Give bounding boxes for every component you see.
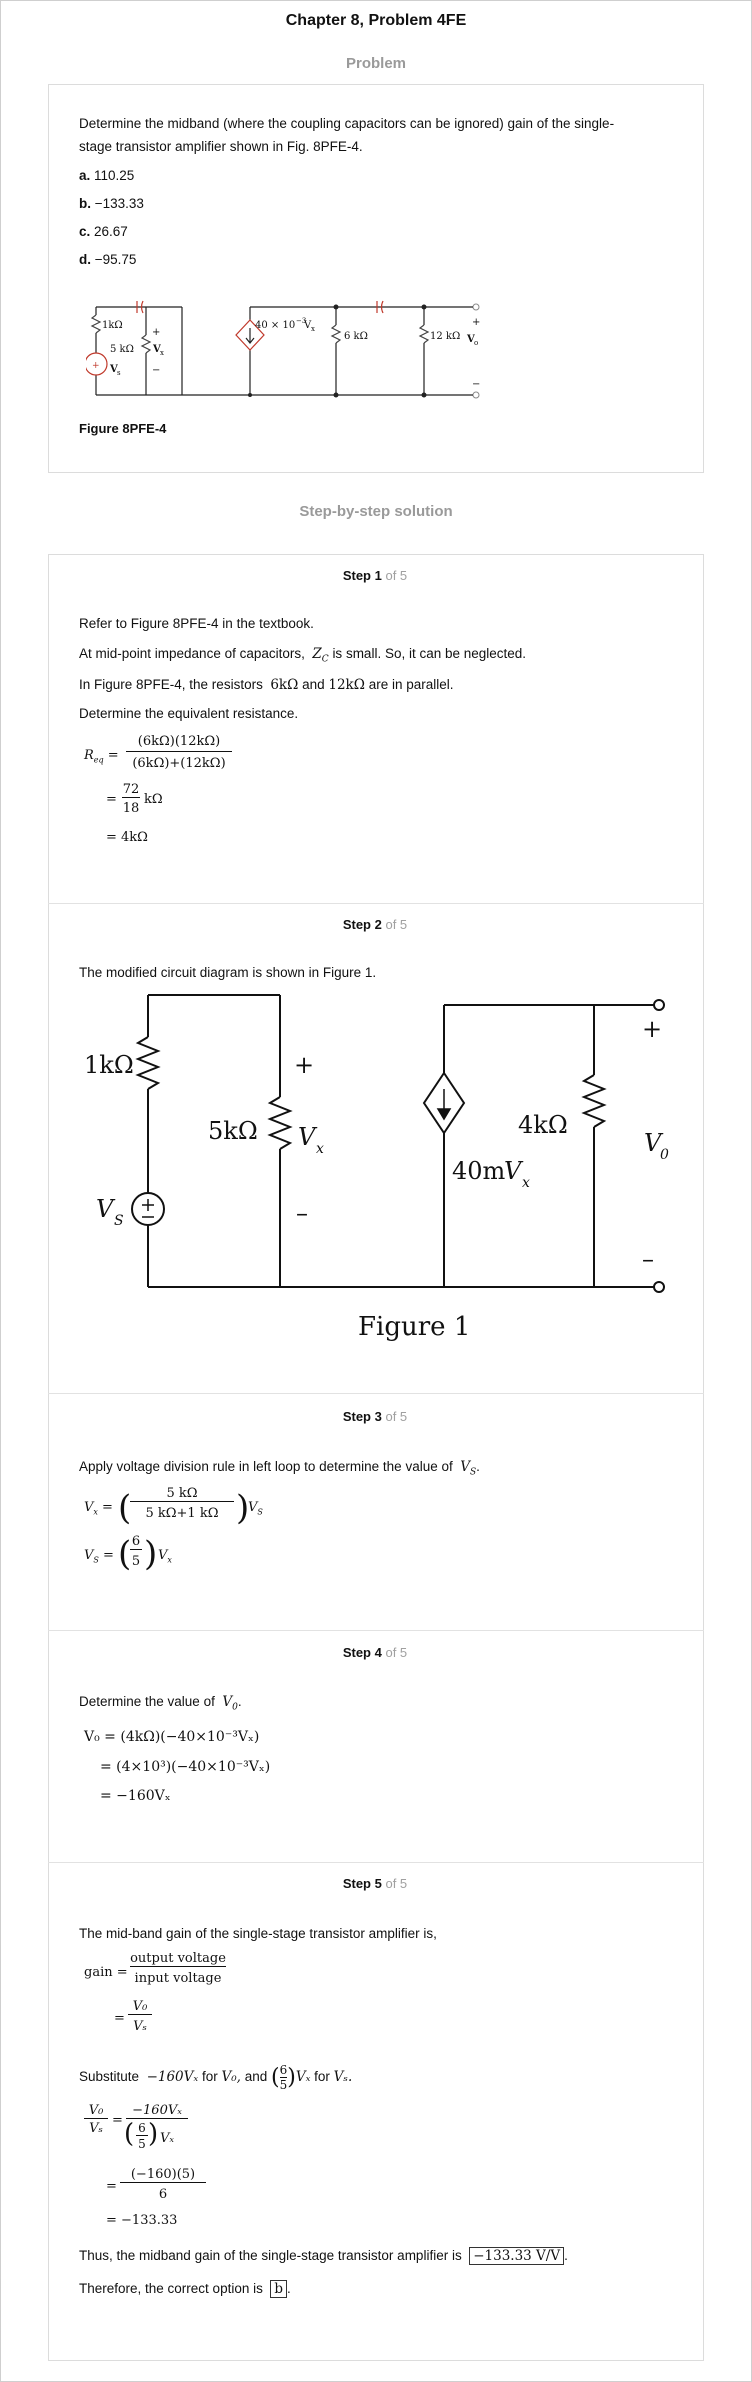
correct-option-box: b: [270, 2280, 287, 2298]
step-divider: [48, 1393, 704, 1394]
step-1-line-1: Refer to Figure 8PFE-4 in the textbook.: [79, 616, 314, 631]
fig-r1-label: 1kΩ: [102, 320, 123, 331]
fig-vx-plus: +: [152, 327, 161, 338]
fig1-src-label: 40m: [452, 1157, 506, 1185]
option-c[interactable]: c. 26.67: [79, 224, 128, 239]
step-5-gain-equation: gain = output voltage input voltage = V₀ Vₛ: [84, 1951, 226, 2034]
page-title: Chapter 8, Problem 4FE: [285, 12, 467, 29]
fig-vo-sub: o: [474, 339, 479, 347]
fig-vx-sub: x: [160, 349, 164, 357]
fig-vo-plus: +: [472, 317, 481, 328]
fig1-caption: Figure 1: [358, 1312, 471, 1342]
answer-box: −133.33 V/V: [469, 2247, 564, 2265]
fig1-vo-label: V: [644, 1129, 662, 1157]
fig-src-sub: x: [311, 325, 315, 333]
step-5-line-1: The mid-band gain of the single-stage transistor amplifier is,: [79, 1926, 437, 1941]
fig-r2-label: 5 kΩ: [110, 344, 134, 355]
fig1-r2-label: 5kΩ: [208, 1117, 258, 1145]
step-divider: [48, 1630, 704, 1631]
vs-source-plus: +: [92, 361, 100, 371]
fig1-r4-label: 4kΩ: [518, 1111, 568, 1139]
problem-statement-line-2: stage transistor amplifier shown in Fig. 8PFE-4.: [79, 139, 363, 154]
fig1-src-var: V: [504, 1157, 522, 1185]
fig1-src-sub: x: [522, 1175, 530, 1191]
step-divider: [48, 1862, 704, 1863]
step-5-thus-line: Thus, the midband gain of the single-stage transistor amplifier is −133.33 V/V .: [79, 2248, 568, 2264]
problem-statement-line-1: Determine the midband (where the coupling capacitors can be ignored) gain of the single-: [79, 116, 615, 131]
fig1-vs-sub: S: [114, 1213, 124, 1229]
fig1-vs-label: V: [96, 1195, 114, 1223]
step-1-line-3: In Figure 8PFE-4, the resistors 6kΩ and 12kΩ are in parallel.: [79, 677, 454, 693]
fig-vs-label: V: [110, 364, 118, 375]
fig-src-var: V: [304, 320, 312, 331]
problem-label: Problem: [345, 55, 406, 72]
step-3-header: Step 3 of 5: [342, 1409, 408, 1424]
fig-r3-label: 6 kΩ: [344, 331, 368, 342]
fig1-vx-minus: –: [296, 1199, 308, 1227]
step-divider: [48, 903, 704, 904]
fig1-vo-minus: –: [642, 1245, 654, 1273]
step-2-line-1: The modified circuit diagram is shown in Figure 1.: [79, 965, 377, 980]
fig1-vo-plus: +: [642, 1015, 663, 1043]
step-4-line-1: Determine the value of $V_0$.: [79, 1694, 242, 1713]
step-1-line-4: Determine the equivalent resistance.: [79, 706, 299, 721]
option-a[interactable]: a. 110.25: [79, 168, 135, 183]
fig-vx-minus: −: [152, 365, 161, 376]
figure-8pfe-4-circuit: [86, 295, 496, 405]
step-1-header: Step 1 of 5: [342, 568, 408, 583]
option-d[interactable]: d. −95.75: [79, 252, 137, 267]
step-3-line-1: Apply voltage division rule in left loop to determine the value of $V_S$.: [79, 1459, 480, 1478]
fig1-vx-plus: +: [294, 1051, 315, 1079]
fig-vo-minus: −: [472, 379, 481, 390]
step-5-header: Step 5 of 5: [342, 1876, 408, 1891]
step-4-eq-2: = (4×10³)(−40×10⁻³Vₓ): [100, 1759, 271, 1775]
fig-vx-label: V: [153, 344, 161, 355]
step-3-equations: $V_x$ = ( 5 kΩ 5 kΩ+1 kΩ ) $V_S$ $V_S$ = ( 6 5 ) $V_x$: [84, 1486, 263, 1574]
fig-r4-label: 12 kΩ: [430, 331, 461, 342]
fig1-vo-sub: 0: [660, 1147, 669, 1163]
step-4-eq-1: V₀ = (4kΩ)(−40×10⁻³Vₓ): [84, 1729, 260, 1745]
fig1-r1-label: 1kΩ: [84, 1051, 134, 1079]
step-1-line-2: At mid-point impedance of capacitors, $Z_C$ is small. So, it can be neglected.: [79, 646, 527, 665]
fig-vs-sub: s: [117, 369, 121, 377]
step-2-header: Step 2 of 5: [342, 917, 408, 932]
figure-1-circuit: [76, 985, 686, 1345]
step-4-header: Step 4 of 5: [342, 1645, 408, 1660]
option-b[interactable]: b. −133.33: [79, 196, 144, 211]
step-4-eq-3: = −160Vₓ: [100, 1788, 171, 1804]
step-5-substitute-line: Substitute −160Vₓ for V₀, and ( $\frac{6}{5}$ )Vₓ for Vₛ.: [79, 2063, 353, 2092]
solution-label: Step-by-step solution: [299, 503, 453, 520]
fig1-vx-sub: x: [316, 1141, 324, 1157]
step-5-therefore-line: Therefore, the correct option is b .: [79, 2281, 291, 2297]
fig-src-label: 40 × 10: [255, 320, 296, 331]
fig-src-exp: −3: [296, 317, 307, 325]
step-5-result-equation: V₀ Vₛ = −160Vₓ ( 6 5 ) Vₓ = (−160)(5) 6 = −133.33: [84, 2103, 284, 2253]
figure-caption: Figure 8PFE-4: [79, 421, 167, 436]
fig-vo-label: V: [467, 334, 475, 345]
fig1-vx-label: V: [298, 1123, 316, 1151]
